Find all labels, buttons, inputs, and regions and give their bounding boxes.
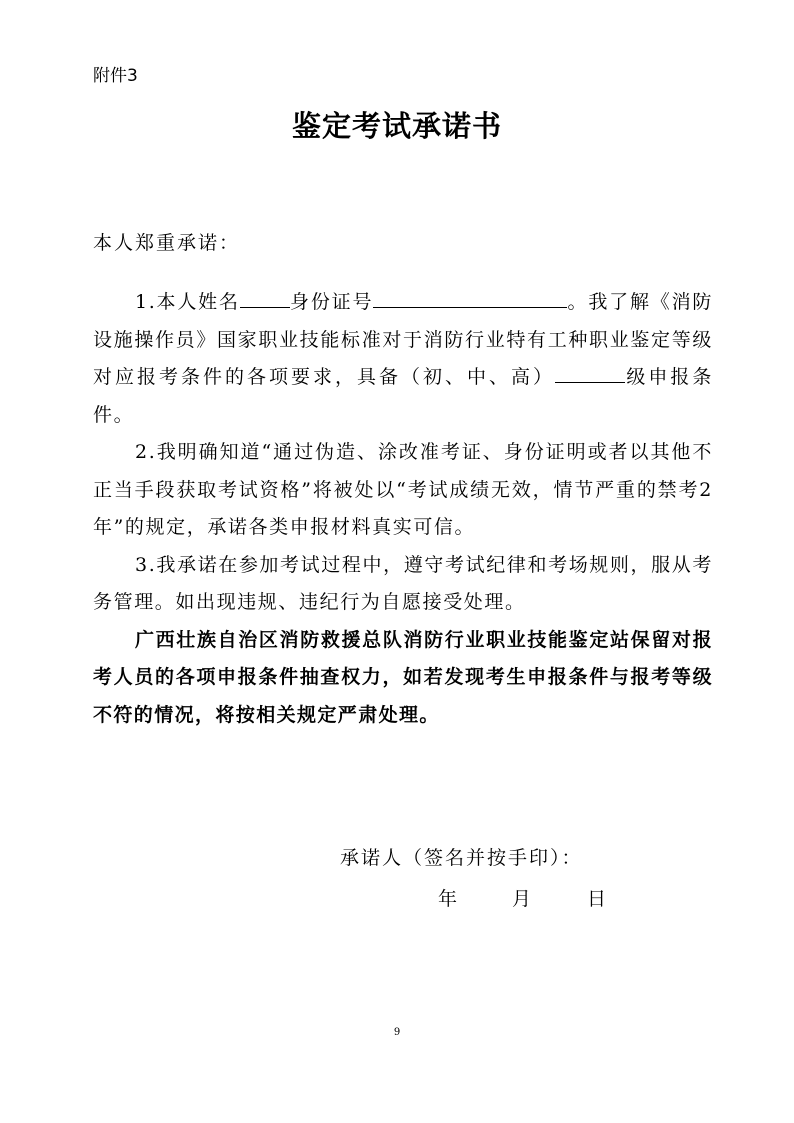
date-year-label: 年 xyxy=(438,888,458,910)
date-day-label: 日 xyxy=(587,888,607,910)
level-blank[interactable] xyxy=(555,362,625,383)
name-blank[interactable] xyxy=(240,287,290,308)
attachment-label: 附件3 xyxy=(93,66,138,86)
commitment-item-2: 2.我明确知道“通过伪造、涂改准考证、身份证明或者以其他不正当手段获取考试资格”将被处以“考试成绩无效，情节严重的禁考2年”的规定，承诺各类申报材料真实可信。 xyxy=(93,441,713,538)
id-number-blank[interactable] xyxy=(373,287,567,308)
item-1-text-c: 。我了解《消防设施操作员》国家职业技能标准对于消防行业特有工种职业鉴定等级对应报考条件的各项要求，具备（初、中、高） xyxy=(93,291,714,388)
item-1-text-b: 身份证号 xyxy=(289,291,374,313)
commitment-item-1 xyxy=(93,284,713,434)
item-1-text-d: 级申报条件。 xyxy=(93,366,713,426)
commitment-body xyxy=(93,284,713,734)
date-month-label: 月 xyxy=(512,888,532,910)
page-number: 9 xyxy=(393,1027,401,1038)
commitment-item-3: 3.我承诺在参加考试过程中，遵守考试纪律和考场规则，服从考务管理。如出现违规、违纪行为自愿接受处理。 xyxy=(93,553,713,613)
page-title: 鉴定考试承诺书 xyxy=(291,109,502,143)
notice-paragraph: 广西壮族自治区消防救援总队消防行业职业技能鉴定站保留对报考人员的各项申报条件抽查权力，如若发现考生申报条件与报考等级不符的情况，将按相关规定严肃处理。 xyxy=(93,628,713,726)
signature-label: 承诺人（签名并按手印）： xyxy=(340,847,583,869)
intro-text: 本人郑重承诺： xyxy=(93,232,241,254)
item-1-text-a: 1.本人姓名 xyxy=(135,291,240,313)
